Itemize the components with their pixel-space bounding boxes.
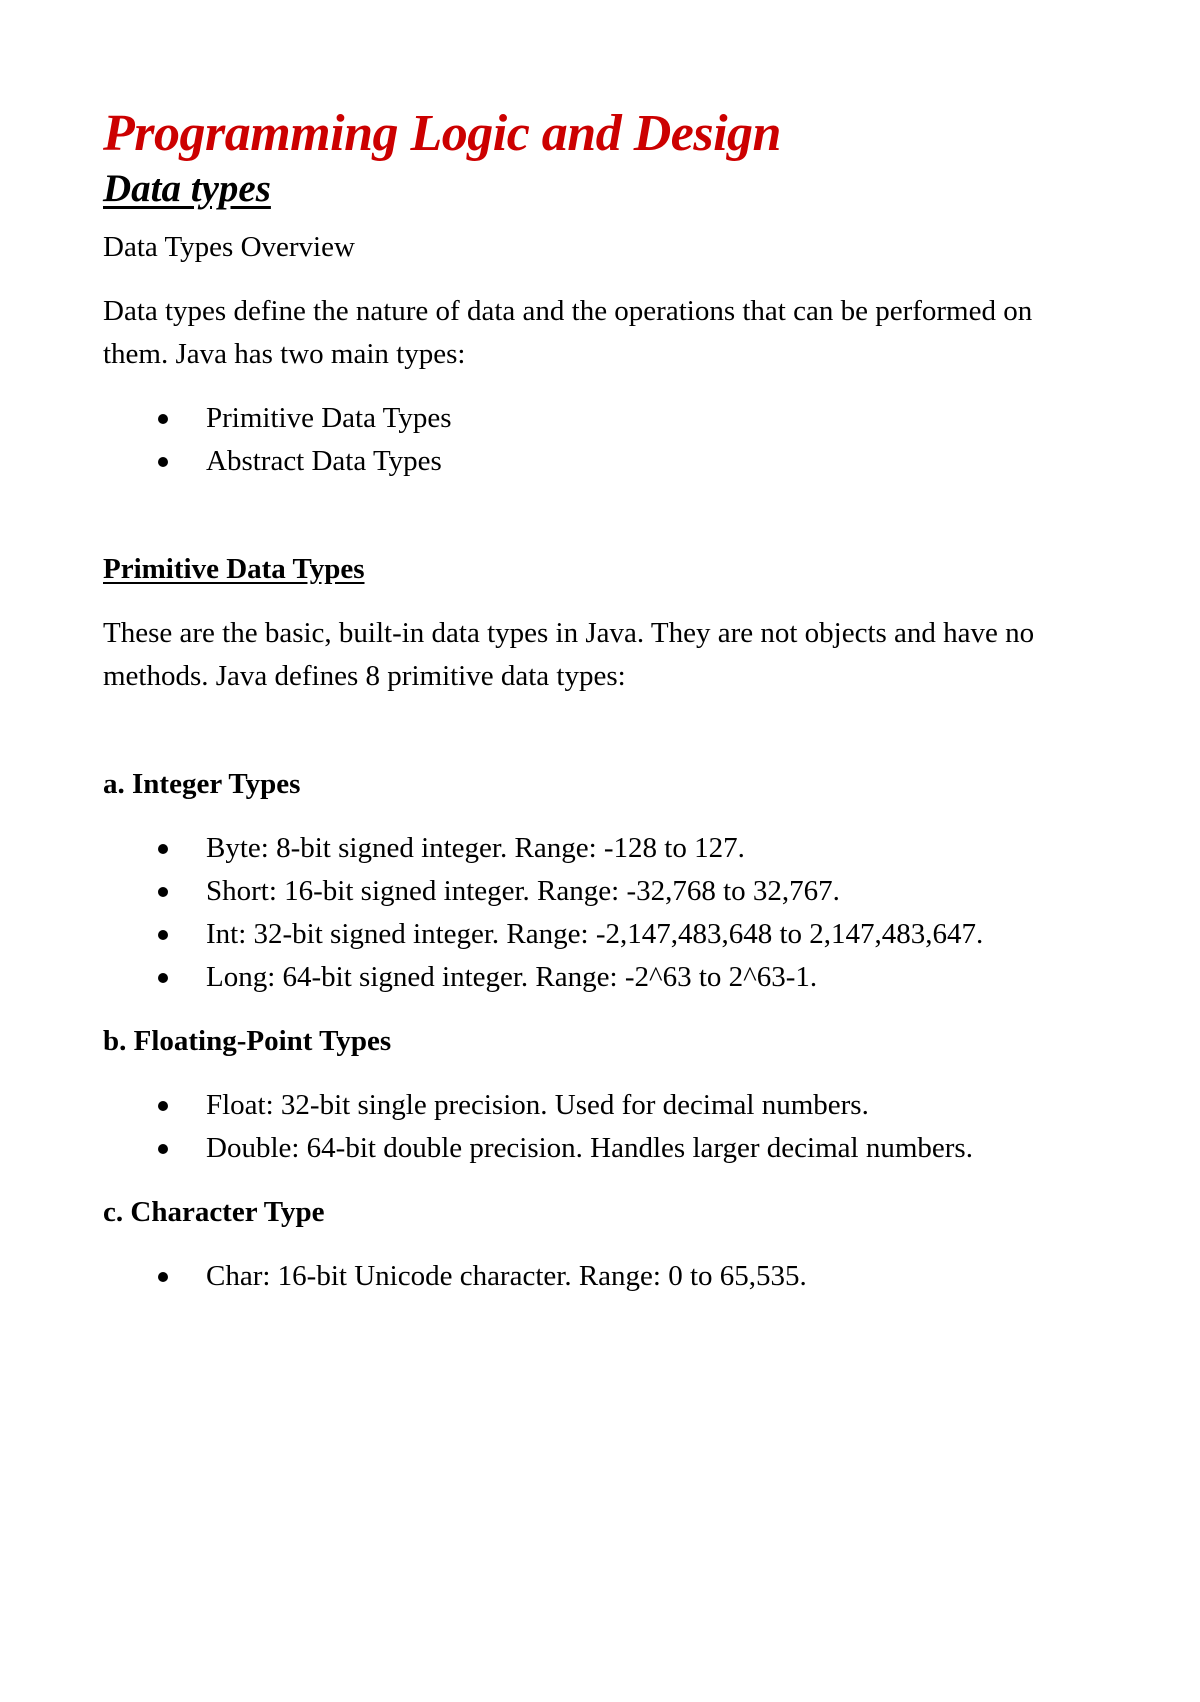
floating-list bbox=[103, 1084, 1090, 1170]
document-title: Programming Logic and Design bbox=[103, 105, 781, 162]
list-item bbox=[103, 870, 1090, 913]
list-item-text: Double: 64-bit double precision. Handles larger decimal numbers. bbox=[206, 1132, 973, 1164]
list-item-text: Float: 32-bit single precision. Used for decimal numbers. bbox=[206, 1089, 869, 1121]
overview-heading: Data Types Overview bbox=[103, 231, 355, 263]
list-item bbox=[103, 1255, 1090, 1298]
list-item bbox=[103, 913, 1090, 956]
list-item-text: Int: 32-bit signed integer. Range: -2,147,483,648 to 2,147,483,647. bbox=[206, 918, 984, 950]
list-item-text: Char: 16-bit Unicode character. Range: 0 to 65,535. bbox=[206, 1260, 807, 1292]
spacer bbox=[103, 719, 1090, 763]
list-item bbox=[103, 1127, 1090, 1170]
bullet-icon bbox=[158, 930, 168, 940]
list-item bbox=[103, 397, 1090, 440]
list-item-text: Abstract Data Types bbox=[206, 445, 442, 477]
list-item bbox=[103, 440, 1090, 483]
list-item bbox=[103, 1084, 1090, 1127]
character-heading: c. Character Type bbox=[103, 1196, 325, 1228]
document-subtitle: Data types bbox=[103, 167, 271, 210]
list-item-text: Byte: 8-bit signed integer. Range: -128 to 127. bbox=[206, 832, 745, 864]
list-item bbox=[103, 827, 1090, 870]
bullet-icon bbox=[158, 457, 168, 467]
bullet-icon bbox=[158, 1101, 168, 1111]
list-item-text: Short: 16-bit signed integer. Range: -32,768 to 32,767. bbox=[206, 875, 840, 907]
integer-list bbox=[103, 827, 1090, 999]
integer-heading: a. Integer Types bbox=[103, 768, 301, 800]
bullet-icon bbox=[158, 1272, 168, 1282]
list-item bbox=[103, 956, 1090, 999]
character-list bbox=[103, 1255, 1090, 1298]
list-item-text: Primitive Data Types bbox=[206, 402, 452, 434]
bullet-icon bbox=[158, 887, 168, 897]
bullet-icon bbox=[158, 973, 168, 983]
overview-paragraph: Data types define the nature of data and the operations that can be performed on them. Java has two main types: bbox=[103, 295, 1033, 370]
list-item-text: Long: 64-bit signed integer. Range: -2^63 to 2^63-1. bbox=[206, 961, 818, 993]
primitive-heading: Primitive Data Types bbox=[103, 553, 365, 585]
spacer bbox=[103, 504, 1090, 548]
floating-heading: b. Floating-Point Types bbox=[103, 1025, 392, 1057]
bullet-icon bbox=[158, 1144, 168, 1154]
overview-list bbox=[103, 397, 1090, 483]
primitive-paragraph: These are the basic, built-in data types in Java. They are not objects and have no methods. Java defines 8 primitive data types: bbox=[103, 617, 1035, 692]
bullet-icon bbox=[158, 414, 168, 424]
bullet-icon bbox=[158, 844, 168, 854]
